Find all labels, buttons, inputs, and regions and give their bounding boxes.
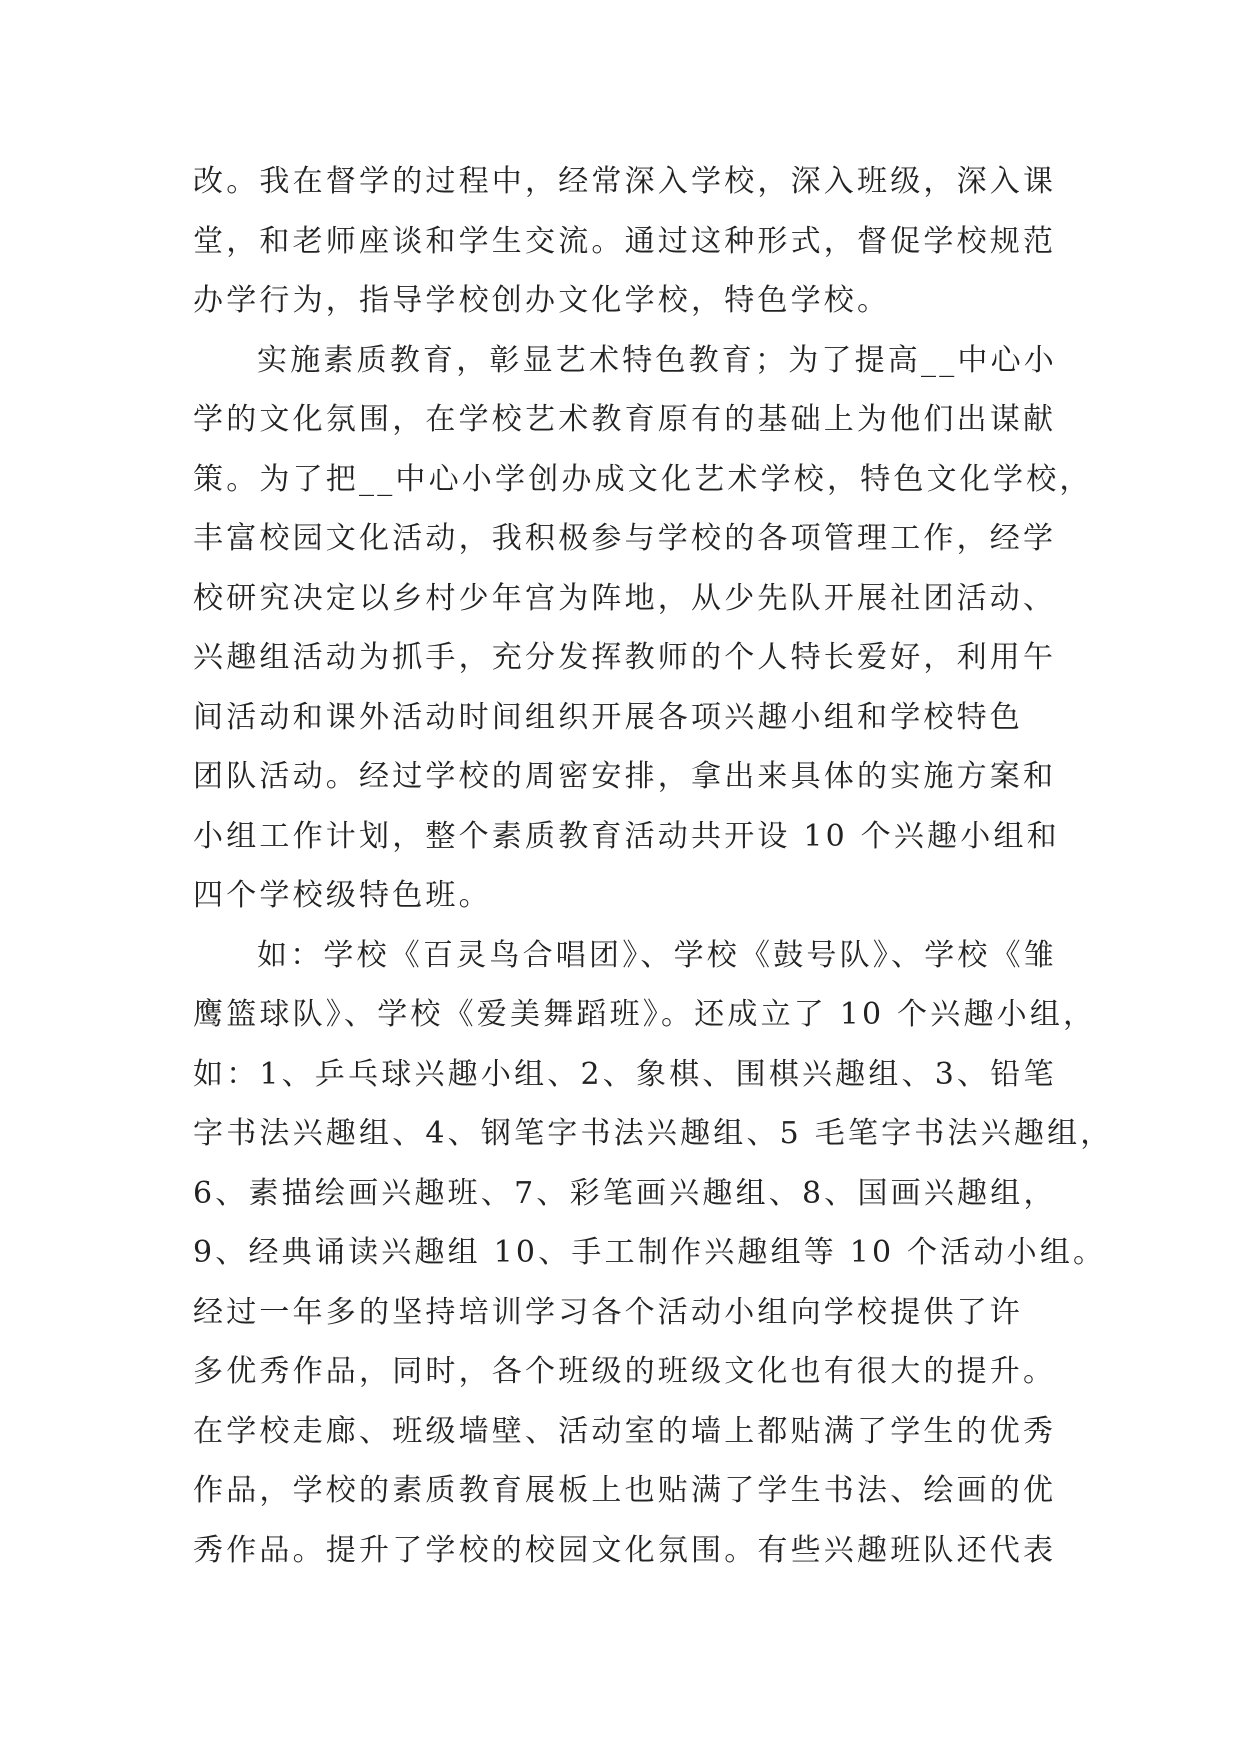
text-line: 间活动和课外活动时间组织开展各项兴趣小组和学校特色 (193, 699, 1023, 735)
text-line: 改。我在督学的过程中，经常深入学校，深入班级，深入课 (193, 164, 1057, 199)
document-body (193, 152, 1114, 1580)
text-line: 如：学校《百灵鸟合唱团》、学校《鼓号队》、学校《雏 (257, 937, 1057, 973)
text-line: 鹰篮球队》、学校《爱美舞蹈班》。还成立了 10 个兴趣小组， (193, 997, 1097, 1032)
text-line: 团队活动。经过学校的周密安排，拿出来具体的实施方案和 (193, 759, 1057, 794)
text-line: 策。为了把__中心小学创办成文化艺术学校，特色文化学校， (193, 461, 1093, 497)
text-line: 兴趣组活动为抓手，充分发挥教师的个人特长爱好，利用午 (193, 640, 1057, 675)
text-line: 作品，学校的素质教育展板上也贴满了学生书法、绘画的优 (193, 1473, 1057, 1508)
text-line: 堂，和老师座谈和学生交流。通过这种形式，督促学校规范 (193, 223, 1057, 259)
text-line: 经过一年多的坚持培训学习各个活动小组向学校提供了许 (193, 1294, 1023, 1330)
text-line: 在学校走廊、班级墙壁、活动室的墙上都贴满了学生的优秀 (193, 1413, 1057, 1449)
text-line: 小组工作计划，整个素质教育活动共开设 10 个兴趣小组和 (193, 818, 1060, 854)
paragraph-3 (193, 926, 1114, 1581)
paragraph-1 (193, 152, 1057, 331)
text-line: 6、素描绘画兴趣班、7、彩笔画兴趣组、8、国画兴趣组， (193, 1175, 1057, 1211)
text-line: 四个学校级特色班。 (193, 878, 492, 913)
text-line: 学的文化氛围，在学校艺术教育原有的基础上为他们出谋献 (193, 402, 1057, 437)
paragraph-2 (193, 331, 1093, 926)
text-line: 办学行为，指导学校创办文化学校，特色学校。 (193, 283, 891, 318)
text-line: 丰富校园文化活动，我积极参与学校的各项管理工作，经学 (193, 521, 1057, 556)
text-line: 校研究决定以乡村少年宫为阵地，从少先队开展社团活动、 (193, 580, 1057, 616)
text-line: 字书法兴趣组、4、钢笔字书法兴趣组、5 毛笔字书法兴趣组， (193, 1116, 1114, 1151)
text-line: 9、经典诵读兴趣组 10、手工制作兴趣组等 10 个活动小组。 (193, 1235, 1107, 1270)
text-line: 如：1、乒乓球兴趣小组、2、象棋、围棋兴趣组、3、铅笔 (193, 1056, 1057, 1092)
text-line: 多优秀作品，同时，各个班级的班级文化也有很大的提升。 (193, 1354, 1057, 1389)
text-line: 秀作品。提升了学校的校园文化氛围。有些兴趣班队还代表 (193, 1532, 1057, 1568)
text-line: 实施素质教育，彰显艺术特色教育；为了提高__中心小 (257, 342, 1057, 378)
